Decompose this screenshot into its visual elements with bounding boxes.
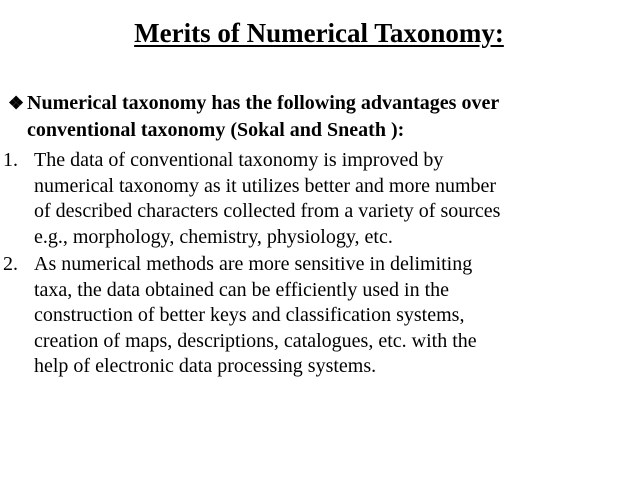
list-item-text (34, 252, 635, 380)
list-item-line: As numerical methods are more sensitive in delimiting (34, 253, 473, 275)
list-item-text (34, 148, 635, 250)
list-item-line: The data of conventional taxonomy is improved by (34, 149, 444, 171)
list-item (3, 148, 635, 250)
list-item-line: creation of maps, descriptions, catalogues, etc. with the (34, 329, 477, 352)
list-item-line: help of electronic data processing systems. (34, 355, 377, 377)
list-item-line: construction of better keys and classification systems, (34, 304, 465, 326)
numbered-list (3, 148, 635, 382)
intro-bullet-text-2: conventional taxonomy (Sokal and Sneath ): (27, 119, 405, 141)
list-item-line: taxa, the data obtained can be efficiently used in the (34, 278, 450, 301)
list-item-number: 1. (3, 149, 18, 171)
intro-bullet-line-1 (8, 90, 632, 117)
list-item-line: numerical taxonomy as it utilizes better and more number (34, 174, 497, 197)
diamond-bullet-icon: ❖ (8, 93, 25, 113)
intro-bullet (8, 90, 632, 144)
slide-title: Merits of Numerical Taxonomy: (134, 18, 504, 48)
list-item-line: e.g., morphology, chemistry, physiology, etc. (34, 225, 393, 248)
list-item (3, 252, 635, 380)
list-item-line: of described characters collected from a variety of sources (34, 200, 501, 222)
list-item-number: 2. (3, 253, 18, 275)
intro-bullet-text-1: Numerical taxonomy has the following advantages over (27, 92, 500, 114)
